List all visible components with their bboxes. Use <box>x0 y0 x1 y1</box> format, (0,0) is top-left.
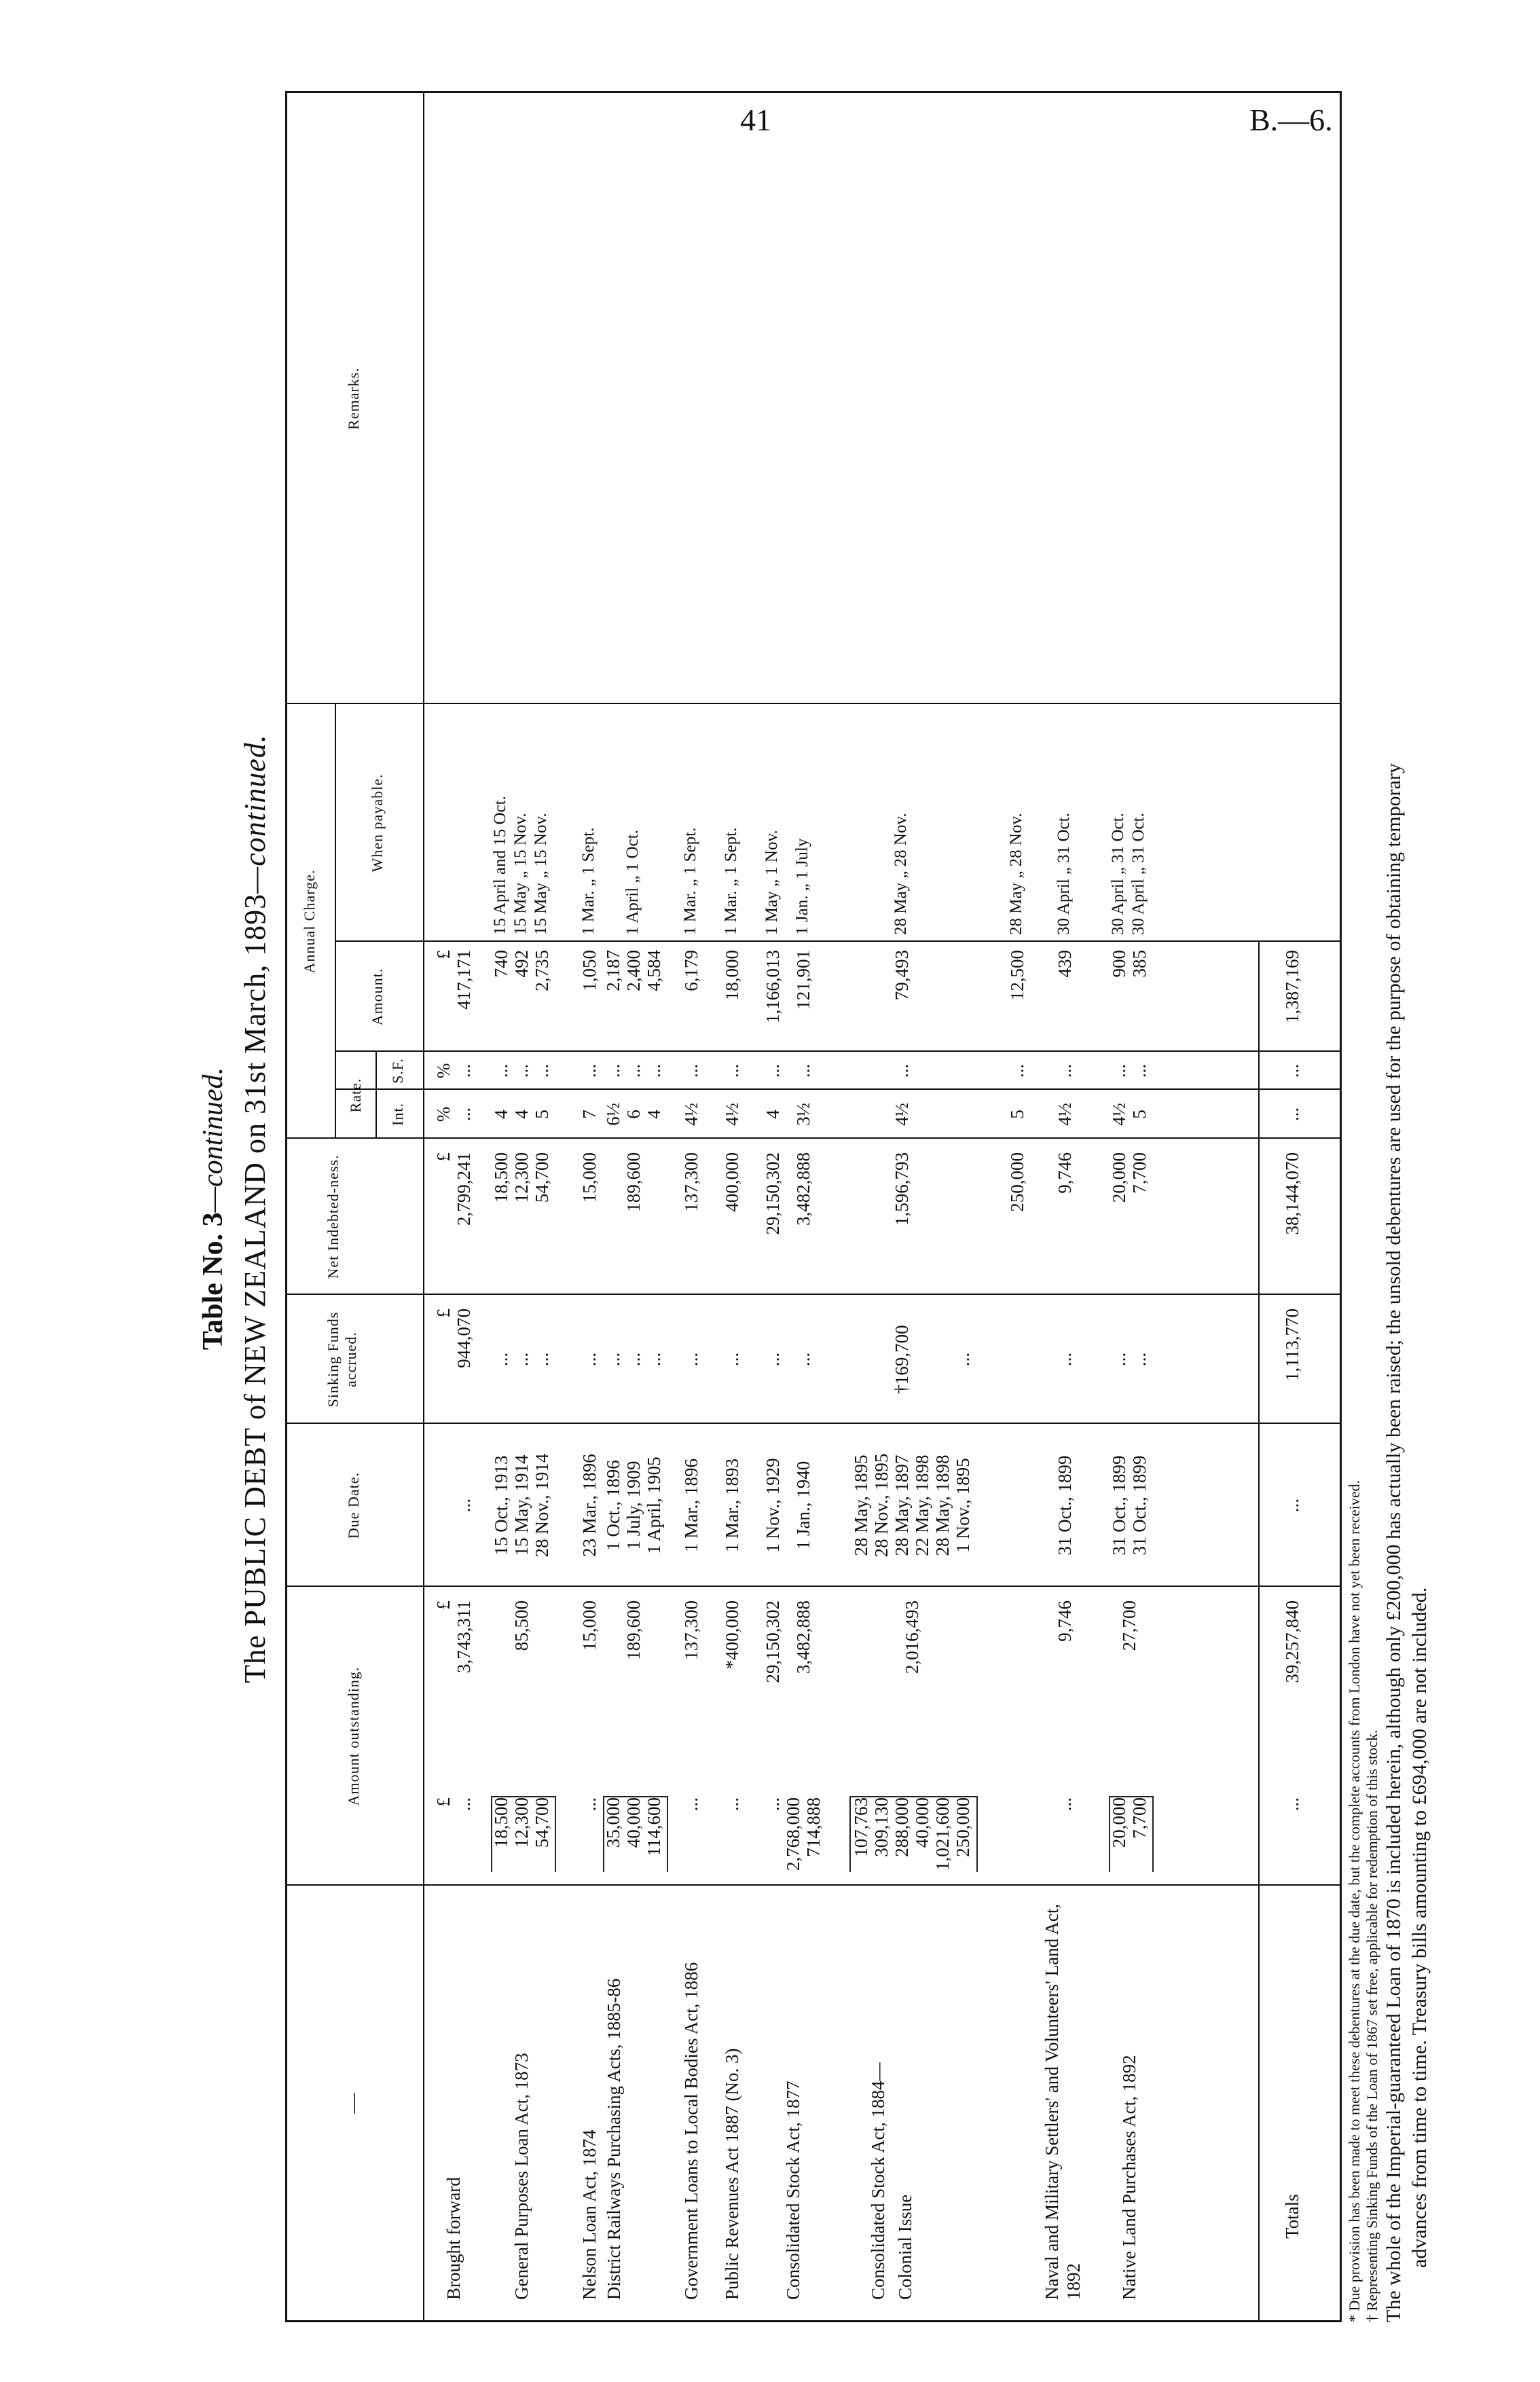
loan-name: Public Revenues Act 1887 (No. 3) <box>722 2048 742 2300</box>
loan-name: Naval and Military Settlers' and Volunteers' Land Act, 1892 <box>1042 1903 1084 2300</box>
net-indebtedness: 54,700 <box>532 1152 552 1203</box>
due-date: 15 Oct., 1913 <box>491 1455 511 1556</box>
outstanding-value: ... <box>681 1797 701 1812</box>
when-payable: 28 May „ 28 Nov. <box>1007 813 1025 935</box>
outstanding-value: ... <box>454 1797 474 1812</box>
when-payable: 15 April and 15 Oct. <box>491 796 509 935</box>
subtitle-suffix: —continued. <box>238 734 272 894</box>
due-date: 1 Mar., 1896 <box>681 1459 701 1552</box>
outstanding-value: 54,700 <box>532 1797 552 1848</box>
annual-amount: 417,171 <box>454 950 474 1010</box>
sinking-fund: ... <box>681 1352 701 1367</box>
sinking-fund: ... <box>793 1352 813 1367</box>
net-indebtedness: 29,150,302 <box>763 1152 783 1235</box>
total-outstanding: 85,500 <box>511 1600 532 1651</box>
sinking-fund: ... <box>623 1352 644 1367</box>
due-date: 1 Mar., 1893 <box>722 1459 742 1552</box>
total-outstanding: 2,016,493 <box>902 1600 922 1674</box>
col-header-net-indebtedness: Net Indebted-ness. <box>325 1154 342 1279</box>
outstanding-value: ... <box>1055 1797 1075 1812</box>
rate-int: 4 <box>644 1110 664 1119</box>
due-date: 15 May, 1914 <box>511 1454 532 1556</box>
net-indebtedness: £ <box>433 1152 454 1162</box>
note-line-2: advances from time to time. Treasury bills amounting to £694,000 are not included. <box>1408 1587 1431 2268</box>
annual-amount: 2,187 <box>603 950 623 991</box>
rate-int: 7 <box>579 1110 600 1119</box>
outstanding-value: 2,768,000 <box>783 1797 803 1871</box>
rate-int: 3½ <box>793 1103 813 1126</box>
annual-amount: 2,735 <box>532 950 552 991</box>
col-header-when-payable: When payable. <box>369 773 386 873</box>
totals-sinking: 1,113,770 <box>1282 1308 1302 1381</box>
sinking-fund: 944,070 <box>454 1308 474 1368</box>
due-date: 1 July, 1909 <box>623 1461 644 1550</box>
annual-amount: 12,500 <box>1007 950 1027 1001</box>
rate-int: 4 <box>491 1110 511 1119</box>
totals-int: ... <box>1282 1107 1302 1122</box>
sinking-fund: ... <box>491 1352 511 1367</box>
rate-int: 5 <box>532 1110 552 1119</box>
rule <box>335 1088 1340 1090</box>
rule <box>423 93 424 2320</box>
when-payable: 28 May „ 28 Nov. <box>892 813 910 935</box>
when-payable: 1 Mar. „ 1 Sept. <box>579 827 598 935</box>
annual-amount: 4,584 <box>644 950 664 991</box>
net-indebtedness: 15,000 <box>579 1152 600 1203</box>
col-header-sf: S.F. <box>389 1058 406 1084</box>
outstanding-value: 107,763 <box>851 1797 871 1857</box>
rate-sf: ... <box>681 1063 701 1078</box>
outstanding-value: ... <box>763 1797 783 1812</box>
sinking-fund: ... <box>763 1352 783 1367</box>
annual-amount: 79,493 <box>892 950 912 1001</box>
sinking-fund: †169,700 <box>892 1325 912 1394</box>
footnote-dagger: † Representing Sinking Funds of the Loan of 1867 set free, applicable for redemption of this stock. <box>1363 1729 1380 2322</box>
net-indebtedness: 12,300 <box>511 1152 532 1203</box>
due-date: ... <box>454 1498 474 1513</box>
net-indebtedness: 7,700 <box>1129 1152 1150 1194</box>
when-payable: 1 Mar. „ 1 Sept. <box>722 827 740 935</box>
total-outstanding: 137,300 <box>681 1600 701 1660</box>
outstanding-value: 1,021,600 <box>932 1797 953 1871</box>
rate-sf: ... <box>644 1063 664 1078</box>
sinking-fund: ... <box>511 1352 532 1367</box>
rate-int: 5 <box>1129 1110 1150 1119</box>
outstanding-value: 714,888 <box>803 1797 824 1857</box>
outstanding-value: 12,300 <box>511 1797 532 1848</box>
due-date: 31 Oct., 1899 <box>1055 1455 1075 1556</box>
annual-amount: 6,179 <box>681 950 701 991</box>
net-indebtedness: 20,000 <box>1109 1152 1129 1203</box>
sinking-fund: ... <box>722 1352 742 1367</box>
annual-amount: £ <box>433 950 454 959</box>
due-date: 1 Jan., 1940 <box>793 1461 813 1550</box>
rate-sf: ... <box>763 1063 783 1078</box>
total-outstanding: 15,000 <box>579 1600 600 1651</box>
rate-sf: ... <box>579 1063 600 1078</box>
annual-amount: 121,901 <box>793 950 813 1010</box>
net-indebtedness: 9,746 <box>1055 1152 1075 1194</box>
loan-name: Government Loans to Local Bodies Act, 1886 <box>681 1962 701 2300</box>
annual-amount: 18,000 <box>722 950 742 1001</box>
sinking-fund: ... <box>1055 1352 1075 1367</box>
when-payable: 1 Jan. „ 1 July <box>793 838 811 935</box>
totals-amount: 1,387,169 <box>1282 950 1302 1023</box>
outstanding-value: ... <box>722 1797 742 1812</box>
due-date: 1 Oct., 1896 <box>603 1460 623 1551</box>
col-header-remarks: Remarks. <box>345 367 362 430</box>
totals-net: 38,144,070 <box>1282 1152 1302 1235</box>
col-header-rate: Rate. <box>347 1078 364 1113</box>
rate-int: 4½ <box>1055 1103 1075 1126</box>
outstanding-value: 35,000 <box>603 1797 623 1848</box>
rate-sf: ... <box>491 1063 511 1078</box>
due-date: 28 May, 1898 <box>932 1454 953 1556</box>
col-header-amount-outstanding: Amount outstanding. <box>345 1666 362 1806</box>
when-payable: 1 Mar. „ 1 Sept. <box>681 827 699 935</box>
outstanding-value: 7,700 <box>1129 1797 1150 1839</box>
due-date: 23 Mar., 1896 <box>579 1454 600 1557</box>
net-indebtedness: 189,600 <box>623 1152 644 1212</box>
table-number-suffix: —continued. <box>198 1067 229 1213</box>
sinking-fund: ... <box>1109 1352 1129 1367</box>
due-date: 1 April, 1905 <box>644 1456 664 1554</box>
loan-name: Consolidated Stock Act, 1877 <box>783 2081 803 2300</box>
total-outstanding: 189,600 <box>623 1600 644 1660</box>
page-reference: B.—6. <box>1249 103 1333 137</box>
rate-int: 4 <box>763 1110 783 1119</box>
when-payable: 30 April „ 31 Oct. <box>1129 813 1148 935</box>
annual-amount: 1,166,013 <box>763 950 783 1023</box>
total-outstanding: 9,746 <box>1055 1600 1075 1642</box>
when-payable: 1 April „ 1 Oct. <box>623 830 642 935</box>
when-payable: 30 April „ 31 Oct. <box>1109 813 1127 935</box>
due-date: 1 Nov., 1895 <box>953 1458 973 1553</box>
rate-int: 4½ <box>722 1103 742 1126</box>
when-payable: 15 May „ 15 Nov. <box>511 813 530 935</box>
annual-amount: 439 <box>1055 950 1075 978</box>
outstanding-value: £ <box>433 1797 454 1807</box>
col-header-amount: Amount. <box>369 968 386 1026</box>
table-subtitle <box>238 81 272 2336</box>
total-outstanding: 3,743,311 <box>454 1600 474 1673</box>
net-indebtedness: 1,596,793 <box>892 1152 912 1226</box>
subtitle-main: The PUBLIC DEBT of NEW ZEALAND on 31st March, 1893 <box>238 893 272 1683</box>
when-payable: 1 May „ 1 Nov. <box>763 830 781 935</box>
net-indebtedness: 18,500 <box>491 1152 511 1203</box>
rate-int: 4½ <box>681 1103 701 1126</box>
rate-sf: ... <box>454 1063 474 1078</box>
rule <box>287 703 1340 704</box>
outstanding-value: 40,000 <box>912 1797 932 1848</box>
rate-sf: ... <box>532 1063 552 1078</box>
sinking-fund: ... <box>644 1352 664 1367</box>
outstanding-value: 18,500 <box>491 1797 511 1848</box>
rule <box>335 940 1340 942</box>
totals-total-outstanding: 39,257,840 <box>1282 1600 1302 1683</box>
due-date: 22 May, 1898 <box>912 1454 932 1556</box>
totals-sf: ... <box>1282 1063 1302 1078</box>
due-date: 1 Nov., 1929 <box>763 1458 783 1553</box>
rate-int: 6½ <box>603 1103 623 1126</box>
rotated-table-page <box>183 81 1487 2336</box>
due-date: 28 May, 1897 <box>892 1454 912 1556</box>
sinking-fund: ... <box>1129 1352 1150 1367</box>
due-date: 31 Oct., 1899 <box>1109 1455 1129 1556</box>
rule <box>335 704 336 1139</box>
net-indebtedness: 250,000 <box>1007 1152 1027 1212</box>
due-date: 28 Nov., 1914 <box>532 1453 552 1558</box>
rate-sf: ... <box>623 1063 644 1078</box>
outstanding-value: 20,000 <box>1109 1797 1129 1848</box>
table-number: Table No. 3 <box>198 1212 229 1351</box>
outstanding-value: 288,000 <box>892 1797 912 1857</box>
sinking-fund: ... <box>532 1352 552 1367</box>
loan-name: Consolidated Stock Act, 1884— Colonial Issue <box>868 2062 915 2300</box>
table-title <box>197 81 230 2336</box>
annual-amount: 492 <box>511 950 532 978</box>
annual-amount: 900 <box>1109 950 1129 978</box>
due-date: 28 Nov., 1895 <box>871 1453 892 1558</box>
when-payable: 30 April „ 31 Oct. <box>1055 813 1073 935</box>
note-line-1: The whole of the Imperial-guaranteed Loan of 1870 is included herein, although only £200,000 has actually been raised; the unsold debentures are used for the purpose of obtaining temporary <box>1382 763 1405 2322</box>
rate-sf: ... <box>1055 1063 1075 1078</box>
outstanding-value: 114,600 <box>644 1797 664 1856</box>
rate-sf: ... <box>722 1063 742 1078</box>
rate-int: ... <box>454 1107 474 1122</box>
rate-int: 4 <box>511 1110 532 1119</box>
total-outstanding: £ <box>433 1600 454 1610</box>
rate-sf: ... <box>1129 1063 1150 1078</box>
col-header-due-date: Due Date. <box>345 1471 362 1539</box>
rate-sf: % <box>433 1063 454 1079</box>
due-date: 28 May, 1895 <box>851 1454 871 1556</box>
sinking-fund: £ <box>433 1308 454 1318</box>
due-date: 31 Oct., 1899 <box>1129 1455 1150 1556</box>
outstanding-value: ... <box>579 1797 600 1812</box>
sinking-fund: ... <box>579 1352 600 1367</box>
loan-name: Native Land Purchases Act, 1892 <box>1119 2055 1139 2300</box>
footnote-star: * Due provision has been made to meet these debentures at the due date, but the complete accounts from London have not yet been received. <box>1346 1480 1363 2322</box>
rate-sf: ... <box>892 1063 912 1078</box>
annual-amount: 2,400 <box>623 950 644 991</box>
col-header-annual-charge: Annual Charge. <box>301 869 318 974</box>
total-outstanding: 27,700 <box>1119 1600 1139 1651</box>
annual-amount: 1,050 <box>579 950 600 991</box>
col-header-blank: — <box>342 2092 364 2114</box>
rate-sf: ... <box>1109 1063 1129 1078</box>
rate-sf: ... <box>511 1063 532 1078</box>
totals-due: ... <box>1282 1498 1302 1513</box>
net-indebtedness: 3,482,888 <box>793 1152 813 1226</box>
rule <box>1258 942 1260 2320</box>
loan-name: Brought forward <box>443 2177 464 2300</box>
rate-sf: ... <box>603 1063 623 1078</box>
sinking-fund: ... <box>603 1352 623 1367</box>
rule <box>375 1052 377 1139</box>
rate-int: 6 <box>623 1110 644 1119</box>
page-number: 41 <box>740 103 771 137</box>
outstanding-value: 309,130 <box>871 1797 892 1857</box>
net-indebtedness: 2,799,241 <box>454 1152 474 1226</box>
footnotes <box>1346 95 1433 2322</box>
rate-sf: ... <box>1007 1063 1027 1078</box>
annual-amount: 385 <box>1129 950 1150 978</box>
rate-int: 5 <box>1007 1110 1027 1119</box>
total-outstanding: *400,000 <box>722 1600 742 1670</box>
loan-name: Nelson Loan Act, 1874 <box>579 2129 600 2300</box>
loan-name: District Railways Purchasing Acts, 1885-86 <box>604 1978 624 2300</box>
col-header-sinking-funds: Sinking Funds accrued. <box>325 1311 359 1408</box>
total-outstanding: 29,150,302 <box>763 1600 783 1683</box>
rate-sf: ... <box>793 1063 813 1078</box>
net-indebtedness: 137,300 <box>681 1152 701 1212</box>
loan-name: General Purposes Loan Act, 1873 <box>511 2053 532 2300</box>
outstanding-value: 250,000 <box>953 1797 973 1857</box>
net-indebtedness: 400,000 <box>722 1152 742 1212</box>
rate-int: 4½ <box>892 1103 912 1126</box>
totals-outstanding: ... <box>1282 1797 1302 1812</box>
public-debt-table <box>285 91 1342 2322</box>
rate-int: 4½ <box>1109 1103 1129 1126</box>
outstanding-value: 40,000 <box>623 1797 644 1848</box>
when-payable: 15 May „ 15 Nov. <box>532 813 550 935</box>
sinking-fund: ... <box>953 1352 973 1367</box>
total-outstanding: 3,482,888 <box>793 1600 813 1674</box>
col-header-int: Int. <box>389 1103 406 1126</box>
rate-int: % <box>433 1106 454 1122</box>
totals-label: Totals <box>1282 2194 1302 2239</box>
rule <box>335 1050 1340 1052</box>
annual-amount: 740 <box>491 950 511 978</box>
